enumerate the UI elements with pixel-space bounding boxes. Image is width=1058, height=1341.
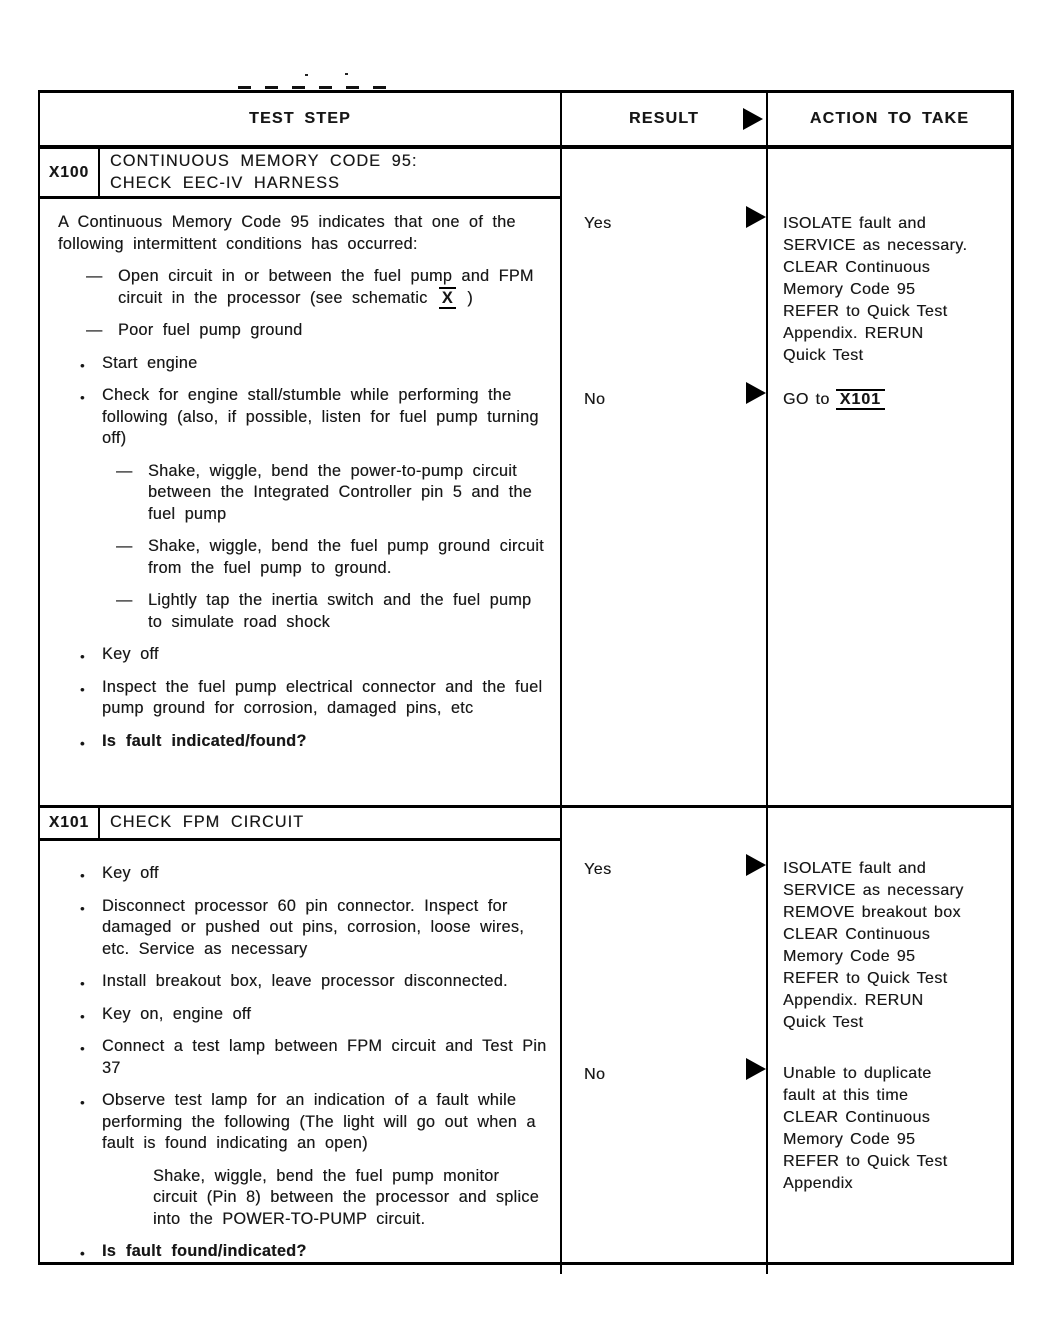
bullet-icon: • (80, 390, 85, 405)
step-item: • Start engine (58, 353, 550, 375)
step-item: • Key off (58, 863, 550, 885)
result-arrow-icon (743, 108, 763, 130)
x100-title-line2: CHECK EEC-IV HARNESS (110, 173, 340, 192)
x101-action-cell (766, 808, 1011, 1274)
x101-reference: X101 (836, 389, 885, 410)
x100-no-action-text: GO to X101 (783, 389, 995, 411)
step-item-question: • Is fault indicated/found? (58, 731, 550, 753)
x100-result-cell (560, 149, 766, 805)
x101-test-title (100, 808, 560, 838)
bullet-icon: • (80, 1095, 85, 1110)
x100-yes-arrow-icon (746, 206, 766, 228)
dash-icon: — (86, 321, 103, 339)
x100-test-step-cell (40, 149, 560, 805)
bullet-icon: • (80, 681, 85, 697)
dash-icon: — (86, 267, 103, 285)
step-item: • Disconnect processor 60 pin connector. Inspect for damaged or pushed out pins, corrosion, loose wires, etc. Service as necessary (80, 896, 525, 958)
step-item-question: • Is fault found/indicated? (58, 1241, 550, 1263)
step-item: • Observe test lamp for an indication of a fault while performing the following (The light will go out when a fault is found indicating an open) (80, 1091, 536, 1152)
dash-icon: — (116, 591, 133, 609)
step-item: — Shake, wiggle, bend the power-to-pump circuit between the Integrated Controller pin 5 and the fuel pump (116, 461, 532, 523)
step-item: — Poor fuel pump ground (58, 320, 550, 342)
action-header-label: ACTION TO TAKE (809, 110, 970, 127)
x101-steps (40, 841, 560, 1263)
x101-no-action-text: Unable to duplicate fault at this time CLEAR Continuous Memory Code 95 REFER to Quick Test Appendix (783, 1065, 948, 1192)
x100-steps (40, 199, 560, 752)
step-item: — Lightly tap the inertia switch and the fuel pump to simulate road shock (116, 591, 532, 631)
scan-artifact (345, 73, 348, 75)
x100-no-arrow-icon (746, 382, 766, 404)
step-item: • Key off (58, 644, 550, 666)
step-item: • Key on, engine off (58, 1004, 550, 1026)
scan-artifact (238, 86, 398, 89)
dash-icon: — (116, 537, 133, 555)
bullet-icon: • (80, 735, 85, 751)
x100-result-yes-label: Yes (584, 215, 612, 232)
x101-test-code: X101 (40, 808, 100, 838)
step-item: • Install breakout box, leave processor disconnected. (58, 971, 550, 993)
x101-no-arrow-icon (746, 1058, 766, 1080)
dash-icon: — (116, 461, 133, 480)
x100-test-title (100, 149, 560, 196)
x101-result-cell (560, 808, 766, 1274)
test-step-column-header (40, 93, 560, 145)
step-item: • Check for engine stall/stumble while performing the following (also, if possible, listen for fuel pump turning off) (80, 386, 539, 447)
x100-yes-action-text: ISOLATE fault and SERVICE as necessary. CLEAR Continuous Memory Code 95 REFER to Quick Test Appendix. RERUN Quick Test (783, 215, 968, 364)
result-column-header (560, 93, 766, 145)
scan-artifact (305, 74, 308, 76)
step-item: — Open circuit in or between the fuel pump and FPM circuit in the processor (see schematic X ) (86, 267, 534, 307)
table-header-row (40, 93, 1011, 149)
step-item: Shake, wiggle, bend the fuel pump monitor circuit (Pin 8) between the processor and splice into the POWER-TO-PUMP circuit. (153, 1166, 540, 1228)
bullet-icon: • (80, 1008, 85, 1024)
x101-test-step-cell (40, 808, 560, 1274)
bullet-icon: • (80, 649, 85, 664)
x101-test-id-box (40, 808, 560, 841)
bullet-icon: • (80, 1041, 85, 1056)
section-x100 (40, 149, 1011, 805)
test-step-header-label: TEST STEP (249, 110, 351, 127)
bullet-icon: • (80, 976, 85, 991)
section-x101 (40, 805, 1011, 1262)
action-column-header (766, 93, 1011, 145)
x101-result-no-label: No (584, 1066, 606, 1083)
pinpoint-test-table (38, 90, 1014, 1265)
step-item: A Continuous Memory Code 95 indicates that one of the following intermittent conditions has occurred: (58, 213, 516, 253)
x100-test-id-box (40, 149, 560, 199)
bullet-icon: • (80, 357, 85, 373)
bullet-icon: • (80, 1246, 85, 1261)
bullet-icon: • (80, 900, 85, 916)
step-item: • Inspect the fuel pump electrical connector and the fuel pump ground for corrosion, damaged pins, etc (80, 677, 543, 717)
x100-action-cell (766, 149, 1011, 805)
step-item: • Connect a test lamp between FPM circuit and Test Pin 37 (80, 1037, 547, 1077)
x101-yes-action-text: ISOLATE fault and SERVICE as necessary REMOVE breakout box CLEAR Continuous Memory Code 95 REFER to Quick Test Appendix. RERUN Quick Test (783, 860, 964, 1031)
x100-test-code: X100 (40, 149, 100, 196)
x101-result-yes-label: Yes (584, 861, 612, 878)
x100-result-no-label: No (584, 391, 606, 408)
x100-title-line1: CONTINUOUS MEMORY CODE 95: (110, 152, 418, 170)
result-header-label: RESULT (628, 110, 699, 127)
bullet-icon: • (80, 868, 85, 883)
x101-yes-arrow-icon (746, 854, 766, 876)
step-item: — Shake, wiggle, bend the fuel pump ground circuit from the fuel pump to ground. (116, 537, 544, 577)
schematic-reference: X (439, 287, 456, 309)
x101-title-line1: CHECK FPM CIRCUIT (110, 813, 305, 832)
